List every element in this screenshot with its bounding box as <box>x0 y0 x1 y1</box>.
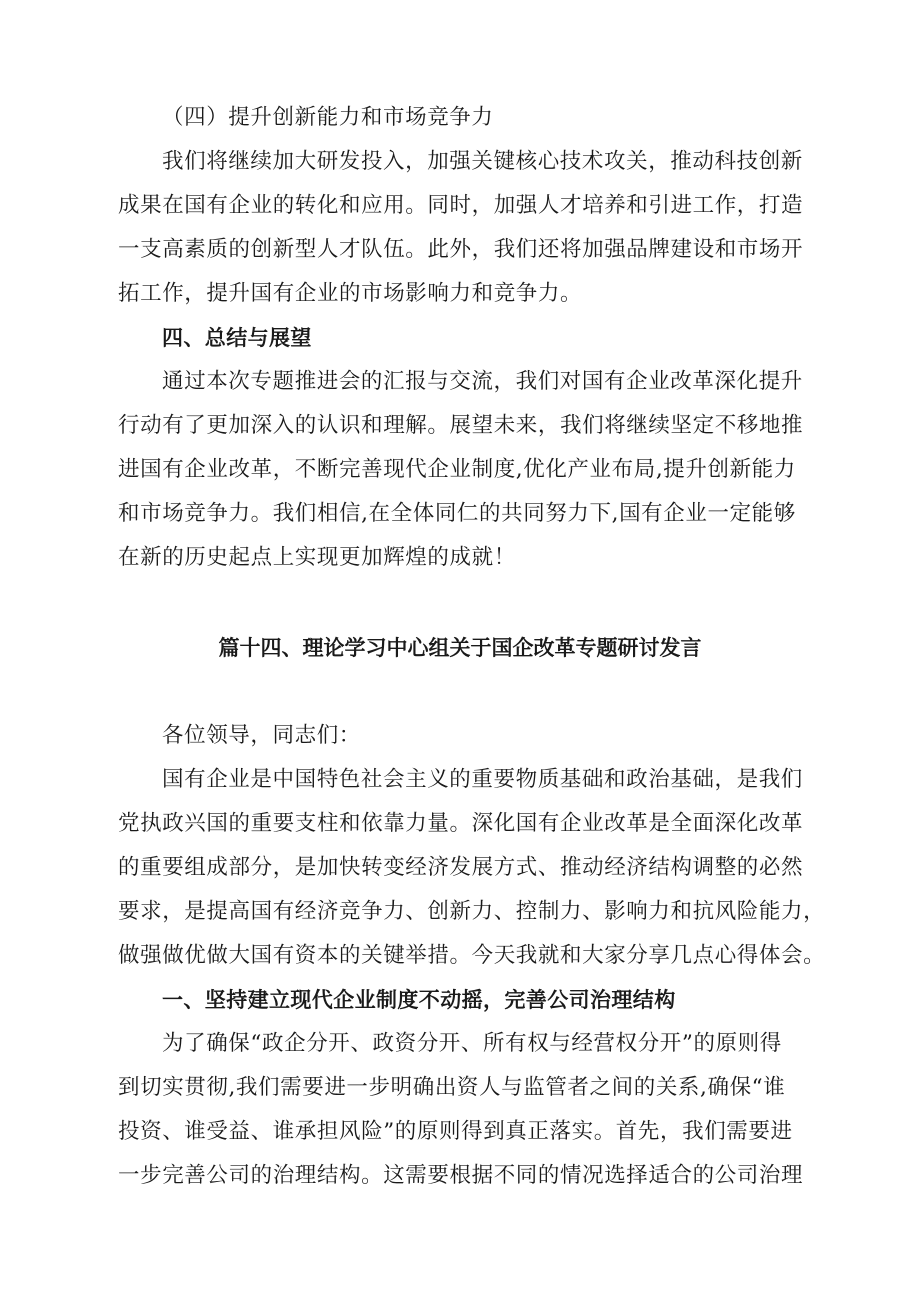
paragraph-line: 进国有企业改革，不断完善现代企业制度,优化产业布局,提升创新能力 <box>118 457 796 482</box>
document-title: 篇十四、理论学习中心组关于国企改革专题研讨发言 <box>218 636 702 660</box>
paragraph-line: 要求，是提高国有经济竞争力、创新力、控制力、影响力和抗风险能力， <box>118 899 826 924</box>
paragraph-line: 为了确保“政企分开、政资分开、所有权与经营权分开”的原则得 <box>162 1031 782 1056</box>
paragraph-line: 和市场竞争力。我们相信,在全体同仁的共同努力下,国有企业一定能够 <box>118 501 796 526</box>
paragraph-line: 的重要组成部分，是加快转变经济发展方式、推动经济结构调整的必然 <box>118 855 804 880</box>
paragraph-line: 一支高素质的创新型人才队伍。此外，我们还将加强品牌建设和市场开 <box>118 237 804 262</box>
paragraph-line: 拓工作，提升国有企业的市场影响力和竞争力。 <box>118 281 583 306</box>
paragraph-line: 到切实贯彻,我们需要进一步明确出资人与监管者之间的关系,确保“谁 <box>118 1075 786 1100</box>
section-heading-governance: 一、坚持建立现代企业制度不动摇，完善公司治理结构 <box>162 988 676 1012</box>
paragraph-line: 党执政兴国的重要支柱和依靠力量。深化国有企业改革是全面深化改革 <box>118 811 804 836</box>
paragraph-line: 我们将继续加大研发投入，加强关键核心技术攻关，推动科技创新 <box>162 149 803 174</box>
greeting: 各位领导，同志们： <box>162 723 361 748</box>
subheading-innovation: （四）提升创新能力和市场竞争力 <box>162 105 494 130</box>
paragraph-line: 通过本次专题推进会的汇报与交流，我们对国有企业改革深化提升 <box>162 369 803 394</box>
section-heading-summary: 四、总结与展望 <box>162 326 312 350</box>
paragraph-line: 在新的历史起点上实现更加辉煌的成就！ <box>118 545 516 570</box>
paragraph-line: 成果在国有企业的转化和应用。同时，加强人才培养和引进工作，打造 <box>118 193 804 218</box>
paragraph-line: 投资、谁受益、谁承担风险”的原则得到真正落实。首先，我们需要进 <box>118 1119 793 1144</box>
paragraph-line: 一步完善公司的治理结构。这需要根据不同的情况选择适合的公司治理 <box>118 1163 804 1188</box>
paragraph-line: 国有企业是中国特色社会主义的重要物质基础和政治基础，是我们 <box>162 767 803 792</box>
paragraph-line: 行动有了更加深入的认识和理解。展望未来，我们将继续坚定不移地推 <box>118 413 804 438</box>
paragraph-line: 做强做优做大国有资本的关键举措。今天我就和大家分享几点心得体会。 <box>118 943 826 968</box>
